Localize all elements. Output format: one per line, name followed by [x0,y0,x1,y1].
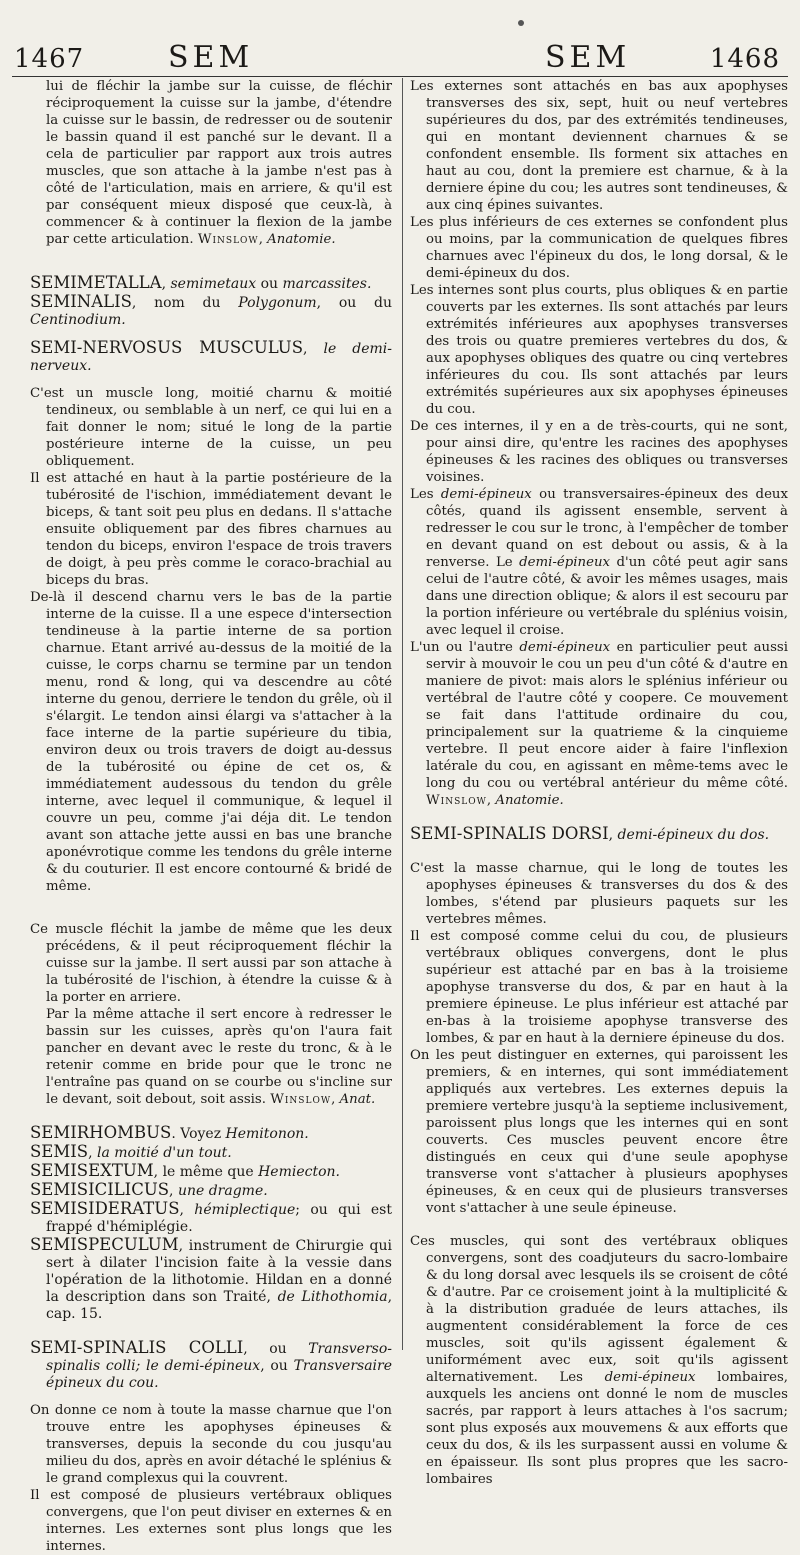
entry-semirhombus: SEMIRHOMBUS. Voyez Hemitonon. [30,1123,309,1142]
paragraph: De-là il descend charnu vers le bas de la partie interne de la cuisse. Il a une espece d'intersection tendineuse à la partie interne de sa portion charnue. Etant arrivé au-dessus de la moitié de la cuisse, le corps charnu se termine par un tendon menu, rond & long, qui va descendre au côté interne du genou, derriere le tendon du grêle, où il s'élargit. Le tendon ainsi élargi va s'attacher à la face interne de la partie supérieure du tibia, environ deux ou trois travers de doigt au-dessus de la tubérosité ou épine de cet os, & immédiatement audessous du tendon du grêle interne, avec lequel il communique, & lequel il couvre un peu, comme j'ai déja dit. Le tendon avant son attache jette aussi en bas une branche aponévrotique comme les tendons du grêle interne & du couturier. Il est encore contourné & bridé de même. [30,590,392,894]
paragraph: De ces internes, il y en a de très-courts, qui ne sont, pour ainsi dire, qu'entre les racines des apophyses épineuses & les racines des obliques ou transverses voisines. [410,419,788,485]
entry-semi-spinalis-colli: SEMI-SPINALIS COLLI, ou Transverso-spinalis colli; le demi-épineux, ou Transversaire épineux du cou. [30,1338,393,1391]
paragraph: lui de fléchir la jambe sur la cuisse, de fléchir réciproquement la cuisse sur la jambe, d'étendre la cuisse sur le bassin, de redresser ou de soutenir le bassin quand il est panché sur le devant. Il a cela de particulier par rapport aux trois autres muscles, que son attache à la jambe n'est pas à côté de l'articulation, mais en arriere, & qu'il est par conséquent mieux disposé que ceux-là, à commencer & à continuer la flexion de la jambe par cette articulation. Winslow, Anatomie. [46,79,392,247]
entry-semisextum: SEMISEXTUM, le même que Hemiecton. [30,1161,340,1180]
paragraph: C'est la masse charnue, qui le long de toutes les apophyses épineuses & transverses du dos & des lombes, s'étend par plusieurs paquets sur les vertebres mêmes. [410,861,788,927]
paragraph: Ce muscle fléchit la jambe de même que les deux précédens, & il peut réciproquement fléchir la cuisse sur la jambe. Il sert aussi par son attache à la tubérosité de l'ischion, à étendre la cuisse & à la porter en arriere. [30,922,392,1005]
entry-semisicilicus: SEMISICILICUS, une dragme. [30,1180,268,1199]
entry-semi-spinalis-dorsi: SEMI-SPINALIS DORSI, demi-épineux du dos. [410,824,770,843]
paragraph: C'est un muscle long, moitié charnu & moitié tendineux, ou semblable à un nerf, ce qui lui en a fait donner le nom; situé le long de la partie postérieure interne de la cuisse, un peu obliquement. [30,386,392,469]
entry-semi-nervosus: SEMI-NERVOSUS MUSCULUS, le demi-nerveux. [30,338,393,374]
page-number-right: 1468 [709,44,780,74]
author-signature: Winslow [270,1092,332,1107]
entry-semimetalla: SEMIMETALLA, semimetaux ou marcassites. [30,273,372,292]
column-divider [402,78,403,1350]
paragraph: Les demi-épineux ou transversaires-épineux des deux côtés, quand ils agissent ensemble, servent à redresser le cou sur le tronc, à l'empêcher de tomber en devant quand on est debout ou assis, & à la renverse. Le demi-épineux d'un côté peut agir sans celui de l'autre côté, & avoir les mêmes usages, mais dans une direction oblique; & alors il est secouru par la portion inférieure ou vertébrale du splénius voisin, avec lequel il croise. [410,487,788,638]
entry-semispeculum: SEMISPECULUM, instrument de Chirurgie qui sert à dilater l'incision faite à la vessie dans l'opération de la lithotomie. Hildan en a donné la description dans son Traité, de Lithothomia, cap. 15. [30,1235,393,1322]
entry-seminalis: SEMINALIS, nom du Polygonum, ou du Centinodium. [30,292,393,328]
entry-semis: SEMIS, la moitié d'un tout. [30,1142,232,1161]
running-head-right: SEM [545,40,631,75]
author-signature: Winslow [426,793,487,808]
paragraph: Par la même attache il sert encore à redresser le bassin sur les cuisses, après qu'on l'aura fait pancher en devant avec le reste du tronc, & à le retenir comme en bride pour que le tronc ne l'entraîne pas quand on se courbe ou s'incline sur le devant, soit debout, soit assis. Winslow, Anat. [46,1007,392,1107]
paragraph: Les internes sont plus courts, plus obliques & en partie couverts par les externes. Ils sont attachés par leurs extrémités inférieures aux apophyses transverses des trois ou quatre premieres vertebres du dos, & aux apophyses obliques des quatre ou cinq vertebres inférieures du cou. Ils sont attachés par leurs extrémités supérieures aux six apophyses épineuses du cou. [410,283,788,417]
left-column [30,78,392,1555]
page-number-left: 1467 [14,44,85,74]
paragraph: Les plus inférieurs de ces externes se confondent plus ou moins, par la communication de quelques fibres charnues avec l'épineux du dos, le long dorsal, & le demi-épineux du dos. [410,215,788,281]
right-column [410,78,788,1488]
entry-semisideratus: SEMISIDERATUS, hémiplectique; ou qui est frappé d'hémiplégie. [30,1199,392,1235]
paragraph: Il est attaché en haut à la partie postérieure de la tubérosité de l'ischion, immédiatement devant le biceps, & tant soit peu plus en dedans. Il s'attache ensuite obliquement par des fibres charnues au tendon du biceps, environ l'espace de trois travers de doigt, à peu près comme le coraco-brachial au biceps du bras. [30,471,392,588]
paragraph: On donne ce nom à toute la masse charnue que l'on trouve entre les apophyses épineuses & transverses, depuis la seconde du cou jusqu'au milieu du dos, après en avoir détaché le splénius & le grand complexus qui la couvrent. [30,1403,392,1486]
paragraph: Ces muscles, qui sont des vertébraux obliques convergens, sont des coadjuteurs du sacro-lombaire & du long dorsal avec lesquels ils se croisent de côté & d'autre. Par ce croisement joint à la multiplicité & à la distribution graduée de leurs attaches, ils augmentent considérablement la force de ces muscles, soit qu'ils agissent également & uniformément avec eux, soit qu'ils agissent alternativement. Les demi-épineux lombaires, auxquels les anciens ont donné le nom de muscles sacrés, par rapport à leurs attaches à l'os sacrum; sont plus exposés aux mouvemens & aux efforts que ceux du dos, & ils les surpassent aussi en volume & en épaisseur. Ils sont plus propres que les sacro-lombaires [410,1234,788,1487]
page-mark [518,20,524,26]
running-head-left: SEM [168,40,254,75]
paragraph: L'un ou l'autre demi-épineux en particulier peut aussi servir à mouvoir le cou un peu d'un côté & d'autre en maniere de pivot: mais alors le splénius inférieur ou vertébral de l'autre côté y coopere. Ce mouvement se fait dans l'attitude ordinaire du cou, principalement sur la quatrieme & la cinquieme vertebre. Il peut encore aider à faire l'inflexion latérale du cou, en agissant en même-tems avec le long du cou ou vertébral antérieur du même côté. Winslow, Anatomie. [410,640,788,808]
paragraph: Il est composé comme celui du cou, de plusieurs vertébraux obliques convergens, dont le plus supérieur est attaché par en bas à la troisieme apophyse transverse du dos, & par en haut à la premiere épineuse. Le plus inférieur est attaché par en-bas à la troisieme apophyse transverse des lombes, & par en haut à la derniere épineuse du dos. [410,929,788,1046]
author-signature: Winslow [197,232,259,247]
header-rule [12,76,788,77]
paragraph: On les peut distinguer en externes, qui paroissent les premiers, & en internes, qui sont immédiatement appliqués aux vertebres. Les externes depuis la premiere vertebre jusqu'à la septieme inclusivement, paroissent plus longs que les internes qui en sont couverts. Ces muscles peuvent encore être distingués en ceux qui d'une seule apophyse transverse vont s'attacher à plusieurs apophyses épineuses, & en ceux qui de plusieurs transverses vont s'attacher à une seule épineuse. [410,1048,788,1216]
paragraph: Les externes sont attachés en bas aux apophyses transverses des six, sept, huit ou neuf vertebres supérieures du dos, par des extrémités tendineuses, qui en montant deviennent charnues & se confondent ensemble. Ils forment six attaches en haut au cou, dont la premiere est charnue, & à la derniere épine du cou; les autres sont tendineuses, & aux cinq épines suivantes. [410,79,788,213]
paragraph: Il est composé de plusieurs vertébraux obliques convergens, que l'on peut diviser en externes & en internes. Les externes sont plus longs que les internes. [30,1488,392,1554]
